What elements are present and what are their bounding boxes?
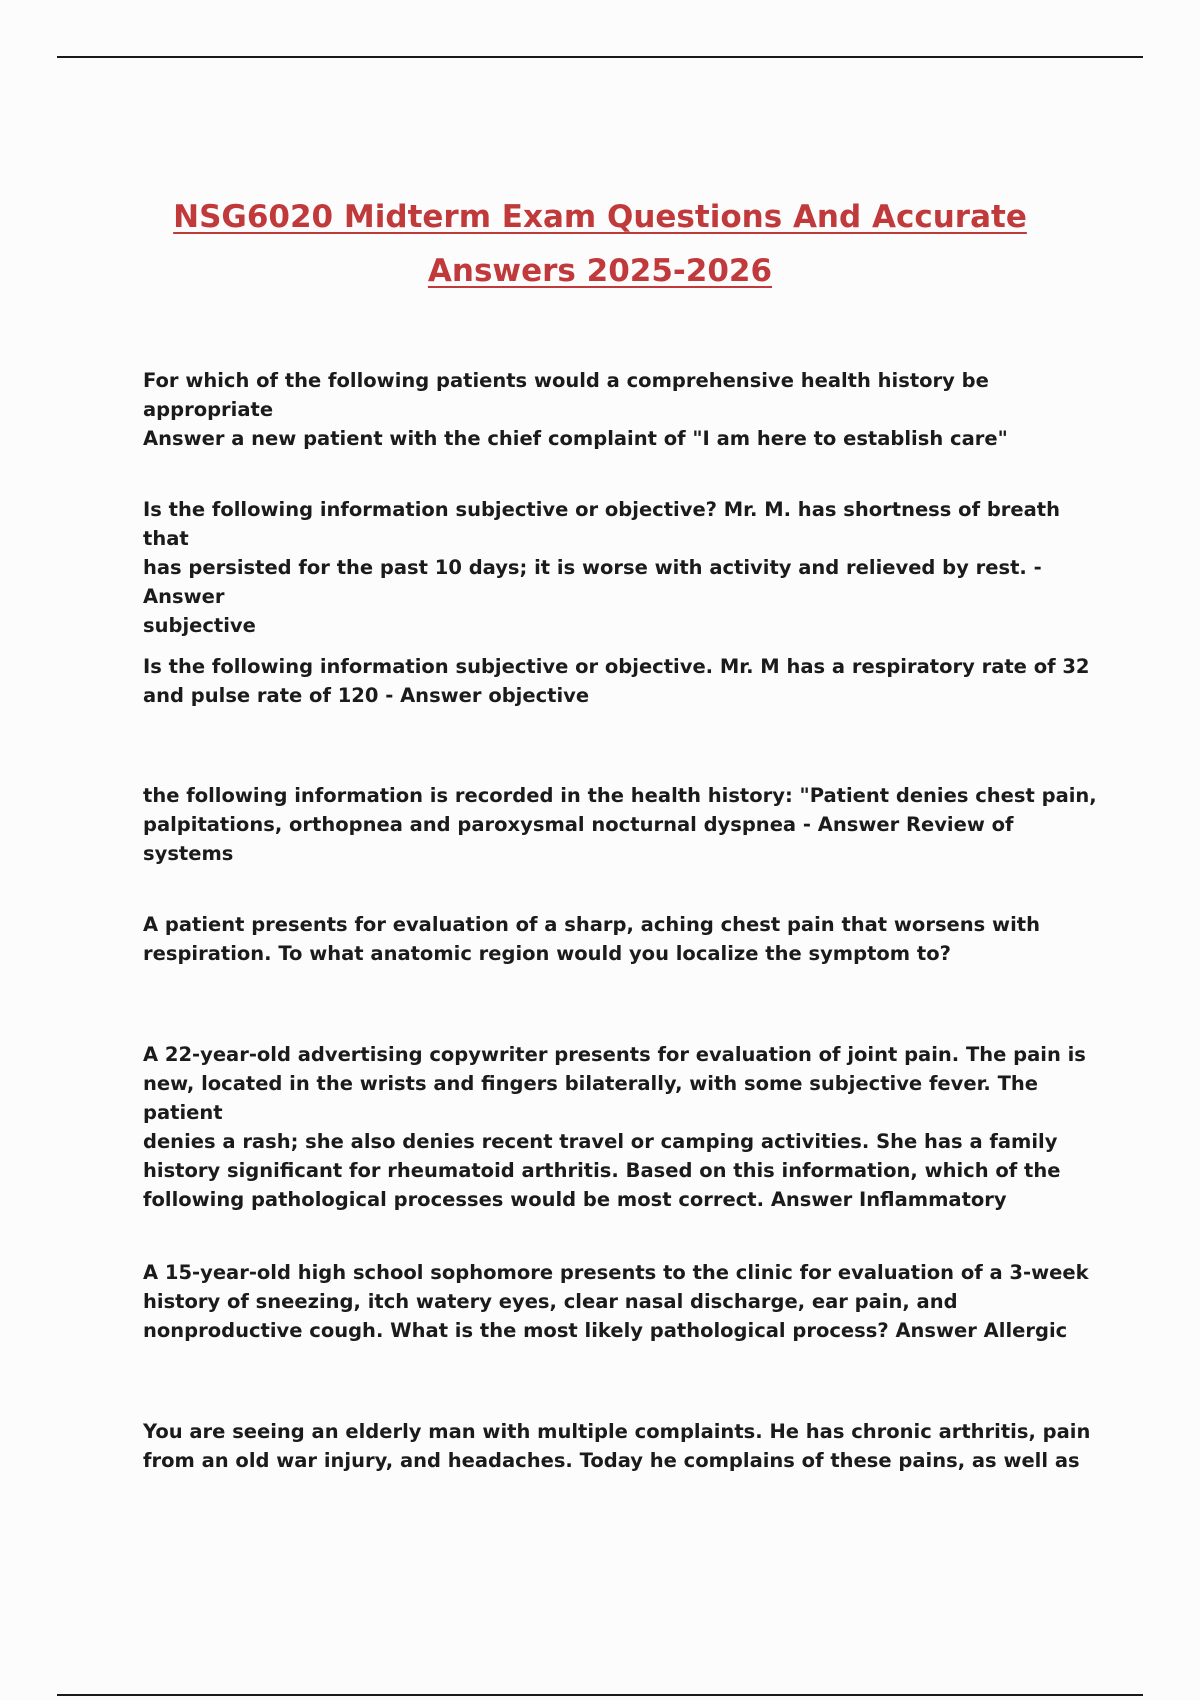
qa-item-5: A patient presents for evaluation of a sharp, aching chest pain that worsens with respiration. To what anatomic region would you localize the symptom to?	[143, 913, 1040, 965]
qa-item-8: You are seeing an elderly man with multiple complaints. He has chronic arthritis, pain from an old war injury, and headaches. Today he complains of these pains, as well as	[143, 1420, 1091, 1472]
qa-item-7: A 15-year-old high school sophomore presents to the clinic for evaluation of a 3-week history of sneezing, itch watery eyes, clear nasal discharge, ear pain, and nonproductive cough. What is the most likely pathological process? Answer Allergic	[143, 1261, 1089, 1342]
qa-item-2: Is the following information subjective or objective? Mr. M. has shortness of breath that has persisted for the past 10 days; it is worse with activity and relieved by rest. - Answer subjective	[143, 498, 1061, 637]
document-title	[100, 190, 1100, 298]
qa-item-1: For which of the following patients would a comprehensive health history be appropriate Answer a new patient with the chief complaint of "I am here to establish care"	[143, 369, 1008, 450]
bottom-rule	[57, 1694, 1143, 1696]
top-rule	[57, 56, 1143, 58]
qa-item-3: Is the following information subjective or objective. Mr. M has a respiratory rate of 32 and pulse rate of 120 - Answer objective	[143, 655, 1090, 707]
title-line-2: Answers 2025-2026	[427, 253, 773, 289]
qa-item-6: A 22-year-old advertising copywriter presents for evaluation of joint pain. The pain is new, located in the wrists and fingers bilaterally, with some subjective fever. The patient denies a rash; she also denies recent travel or camping activities. She has a family history significant for rheumatoid arthritis. Based on this information, which of the following pathological processes would be most correct. Answer Inflammatory	[143, 1043, 1086, 1211]
qa-item-4: the following information is recorded in the health history: "Patient denies chest pain, palpitations, orthopnea and paroxysmal nocturnal dyspnea - Answer Review of systems	[143, 784, 1097, 865]
title-line-1: NSG6020 Midterm Exam Questions And Accurate	[173, 199, 1027, 235]
